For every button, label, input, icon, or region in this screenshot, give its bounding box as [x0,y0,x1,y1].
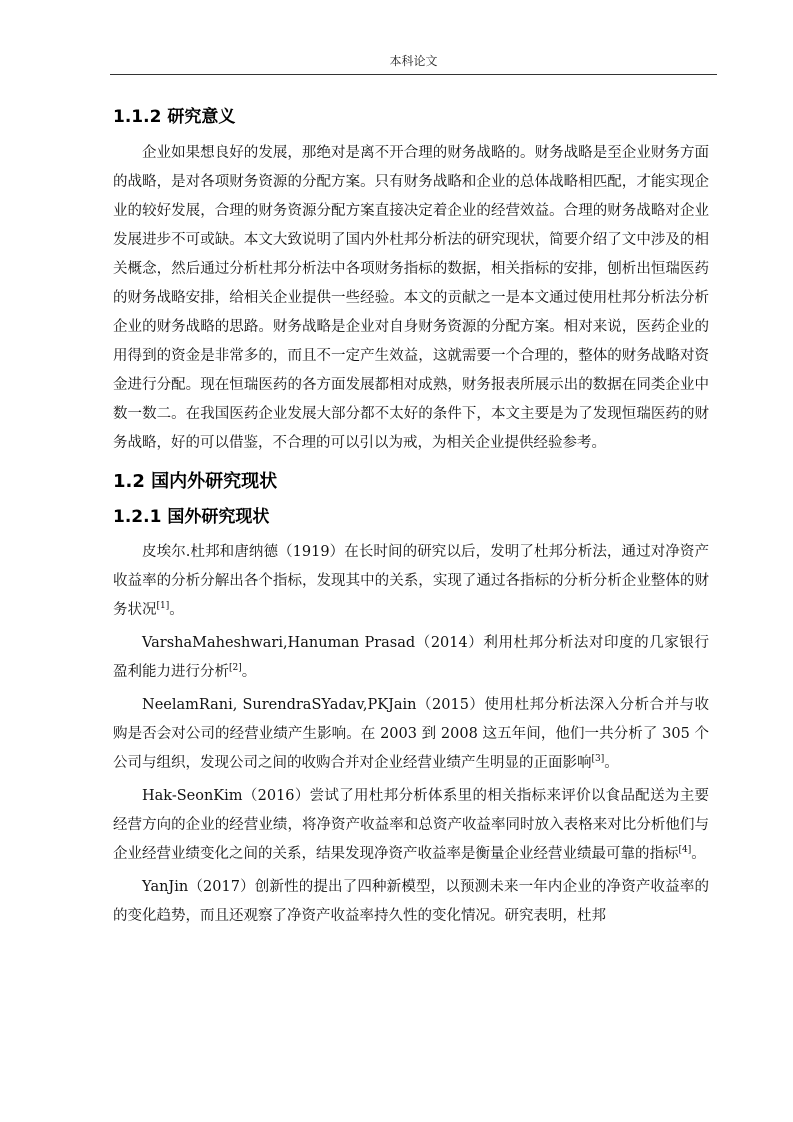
paragraph-research-significance: 企业如果想良好的发展，那绝对是离不开合理的财务战略的。财务战略是至企业财务方面的战略，是对各项财务资源的分配方案。只有财务战略和企业的总体战略相匹配，才能实现企业的较好发展，合理的财务资源分配方案直接决定着企业的经营效益。合理的财务战略对企业发展进步不可或缺。本文大致说明了国内外杜邦分析法的研究现状，简要介绍了文中涉及的相关概念，然后通过分析杜邦分析法中各项财务指标的数据，相关指标的安排，刨析出恒瑞医药的财务战略安排，给相关企业提供一些经验。本文的贡献之一是本文通过使用杜邦分析法分析企业的财务战略的思路。财务战略是企业对自身财务资源的分配方案。相对来说，医药企业的用得到的资金是非常多的，而且不一定产生效益，这就需要一个合理的，整体的财务战略对资金进行分配。现在恒瑞医药的各方面发展都相对成熟，财务报表所展示出的数据在同类企业中数一数二。在我国医药企业发展大部分都不太好的条件下，本文主要是为了发现恒瑞医药的财务战略，好的可以借鉴，不合理的可以引以为戒，为相关企业提供经验参考。 [113,145,709,451]
citation-ref: [3] [591,754,605,765]
paragraph-rani [113,691,709,778]
body-text [113,92,709,935]
paragraph-end: 。 [241,664,257,680]
section-heading-1-1-2: 1.1.2 研究意义 [113,107,236,127]
running-header: 本科论文 [389,54,438,68]
paragraph-dupont-origin [113,538,709,625]
paragraph-text: 皮埃尔.杜邦和唐纳德（1919）在长时间的研究以后，发明了杜邦分析法，通过对净资产收益率的分析分解出各个指标，发现其中的关系，实现了通过各指标的分析分析企业整体的财务状况 [113,544,709,618]
paragraph-end: 。 [691,846,706,862]
paragraph-maheshwari [113,629,709,687]
paragraph-end: 。 [604,755,619,771]
citation-ref: [2] [229,663,242,674]
paragraph-text: Hak-SeonKim（2016）尝试了用杜邦分析体系里的相关指标来评价以食品配送为主要经营方向的企业的经营业绩，将净资产收益率和总资产收益率同时放入表格来对比分析他们与企业经营业绩变化之间的关系，结果发现净资产收益率是衡量企业经营业绩最可靠的指标 [113,788,709,862]
paragraph-kim [113,782,709,869]
header-rule [110,74,717,75]
paragraph-text: VarshaMaheshwari,Hanuman Prasad（2014）利用杜邦分析法对印度的几家银行盈利能力进行分析 [113,635,709,680]
section-heading-1-2-1: 1.2.1 国外研究现状 [113,507,270,527]
paragraph-end: 。 [169,602,184,618]
citation-ref: [1] [156,601,170,612]
paragraph-text: NeelamRani, SurendraSYadav,PKJain（2015）使用杜邦分析法深入分析合并与收购是否会对公司的经营业绩产生影响。在 2003 到 2008 这五年间，他们一共分析了 305 个公司与组织，发现公司之间的收购合并对企业经营业绩产生明显的正面影响 [113,697,709,771]
paragraph-yanjin: YanJin（2017）创新性的提出了四种新模型，以预测未来一年内企业的净资产收益率的的变化趋势，而且还观察了净资产收益率持久性的变化情况。研究表明，杜邦 [113,879,709,924]
section-heading-1-2: 1.2 国内外研究现状 [113,471,278,492]
citation-ref: [4] [678,845,692,856]
